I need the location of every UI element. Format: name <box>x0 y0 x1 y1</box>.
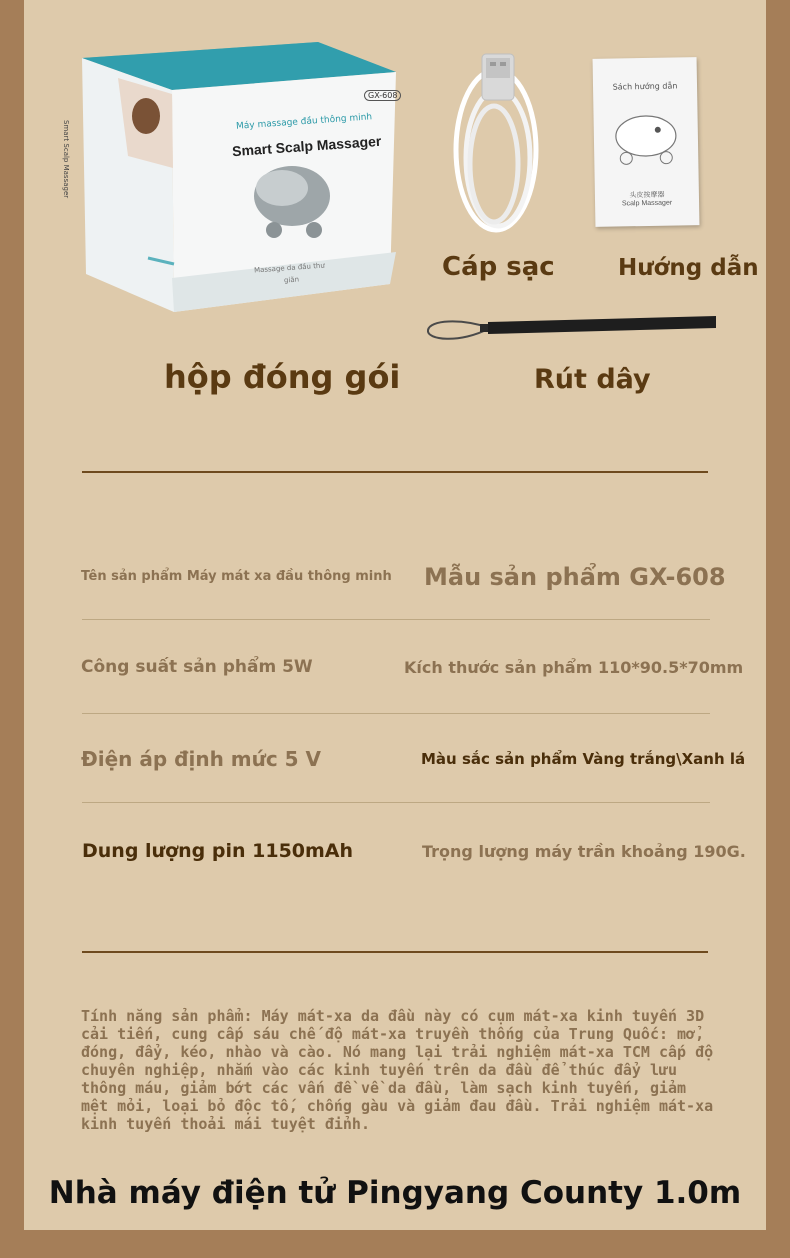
spec-divider-3 <box>82 802 710 803</box>
product-description: Tính năng sản phẩm: Máy mát-xa da đầu này có cụm mát-xa kinh tuyến 3D cải tiến, cung cấp sáu chế độ mát-xa truyền thống của Trung Quốc: mở, đóng, đẩy, kéo, nhào và cào. Nó mang lại trải nghiệm mát-xa TCM cấp độ chuyên nghiệp, nhắm vào các kinh tuyến trên da đầu để thúc đẩy lưu thông máu, giảm bớt các vấn đề về da đầu, làm sạch kinh tuyến, giảm mệt mỏi, loại bỏ độc tố, chống gàu và giảm đau đầu. Trải nghiệm mát-xa kinh tuyến thoải mái tuyệt đỉnh. <box>81 1007 714 1133</box>
spec-divider-1 <box>82 619 710 620</box>
box-bottom-line2: giãn <box>283 275 300 285</box>
spec-weight: Trọng lượng máy trần khoảng 190G. <box>422 842 746 861</box>
usb-cable-image <box>440 40 552 238</box>
manual-line-cn: 头皮按摩器 <box>629 190 665 200</box>
box-model-tag: GX-608 <box>364 90 401 101</box>
box-side-text: Smart Scalp Massager <box>62 120 70 199</box>
divider-top <box>82 471 708 473</box>
box-caption: hộp đóng gói <box>164 358 401 396</box>
spec-battery: Dung lượng pin 1150mAh <box>82 840 354 862</box>
divider-bottom <box>82 951 708 953</box>
box-bottom-line1: Massage da đầu thư <box>253 261 326 275</box>
footer-text: Nhà máy điện tử Pingyang County 1.0m <box>48 1175 742 1211</box>
manual-title: Sách hướng dẫn <box>612 81 678 92</box>
cable-caption: Cáp sạc <box>442 252 555 282</box>
spec-color: Màu sắc sản phẩm Vàng trắng\Xanh lá <box>421 750 746 768</box>
manual-device-icon <box>607 109 684 170</box>
lanyard-image <box>420 310 720 350</box>
spec-divider-2 <box>82 713 710 714</box>
manual-line-en: Scalp Massager <box>621 199 673 208</box>
spec-power: Công suất sản phẩm 5W <box>81 657 313 677</box>
spec-model: Mẫu sản phẩm GX-608 <box>424 563 726 591</box>
spec-size: Kích thước sản phẩm 110*90.5*70mm <box>404 658 744 677</box>
spec-name: Tên sản phẩm Máy mát xa đầu thông minh <box>81 569 392 584</box>
spec-voltage: Điện áp định mức 5 V <box>81 747 322 771</box>
manual-booklet-image <box>593 57 700 227</box>
lanyard-caption: Rút dây <box>534 364 651 395</box>
package-box-image <box>78 38 402 318</box>
manual-caption: Hướng dẫn <box>618 255 759 281</box>
box-title-en: Smart Scalp Massager <box>231 132 382 160</box>
box-title-vi: Máy massage đầu thông minh <box>235 112 373 132</box>
